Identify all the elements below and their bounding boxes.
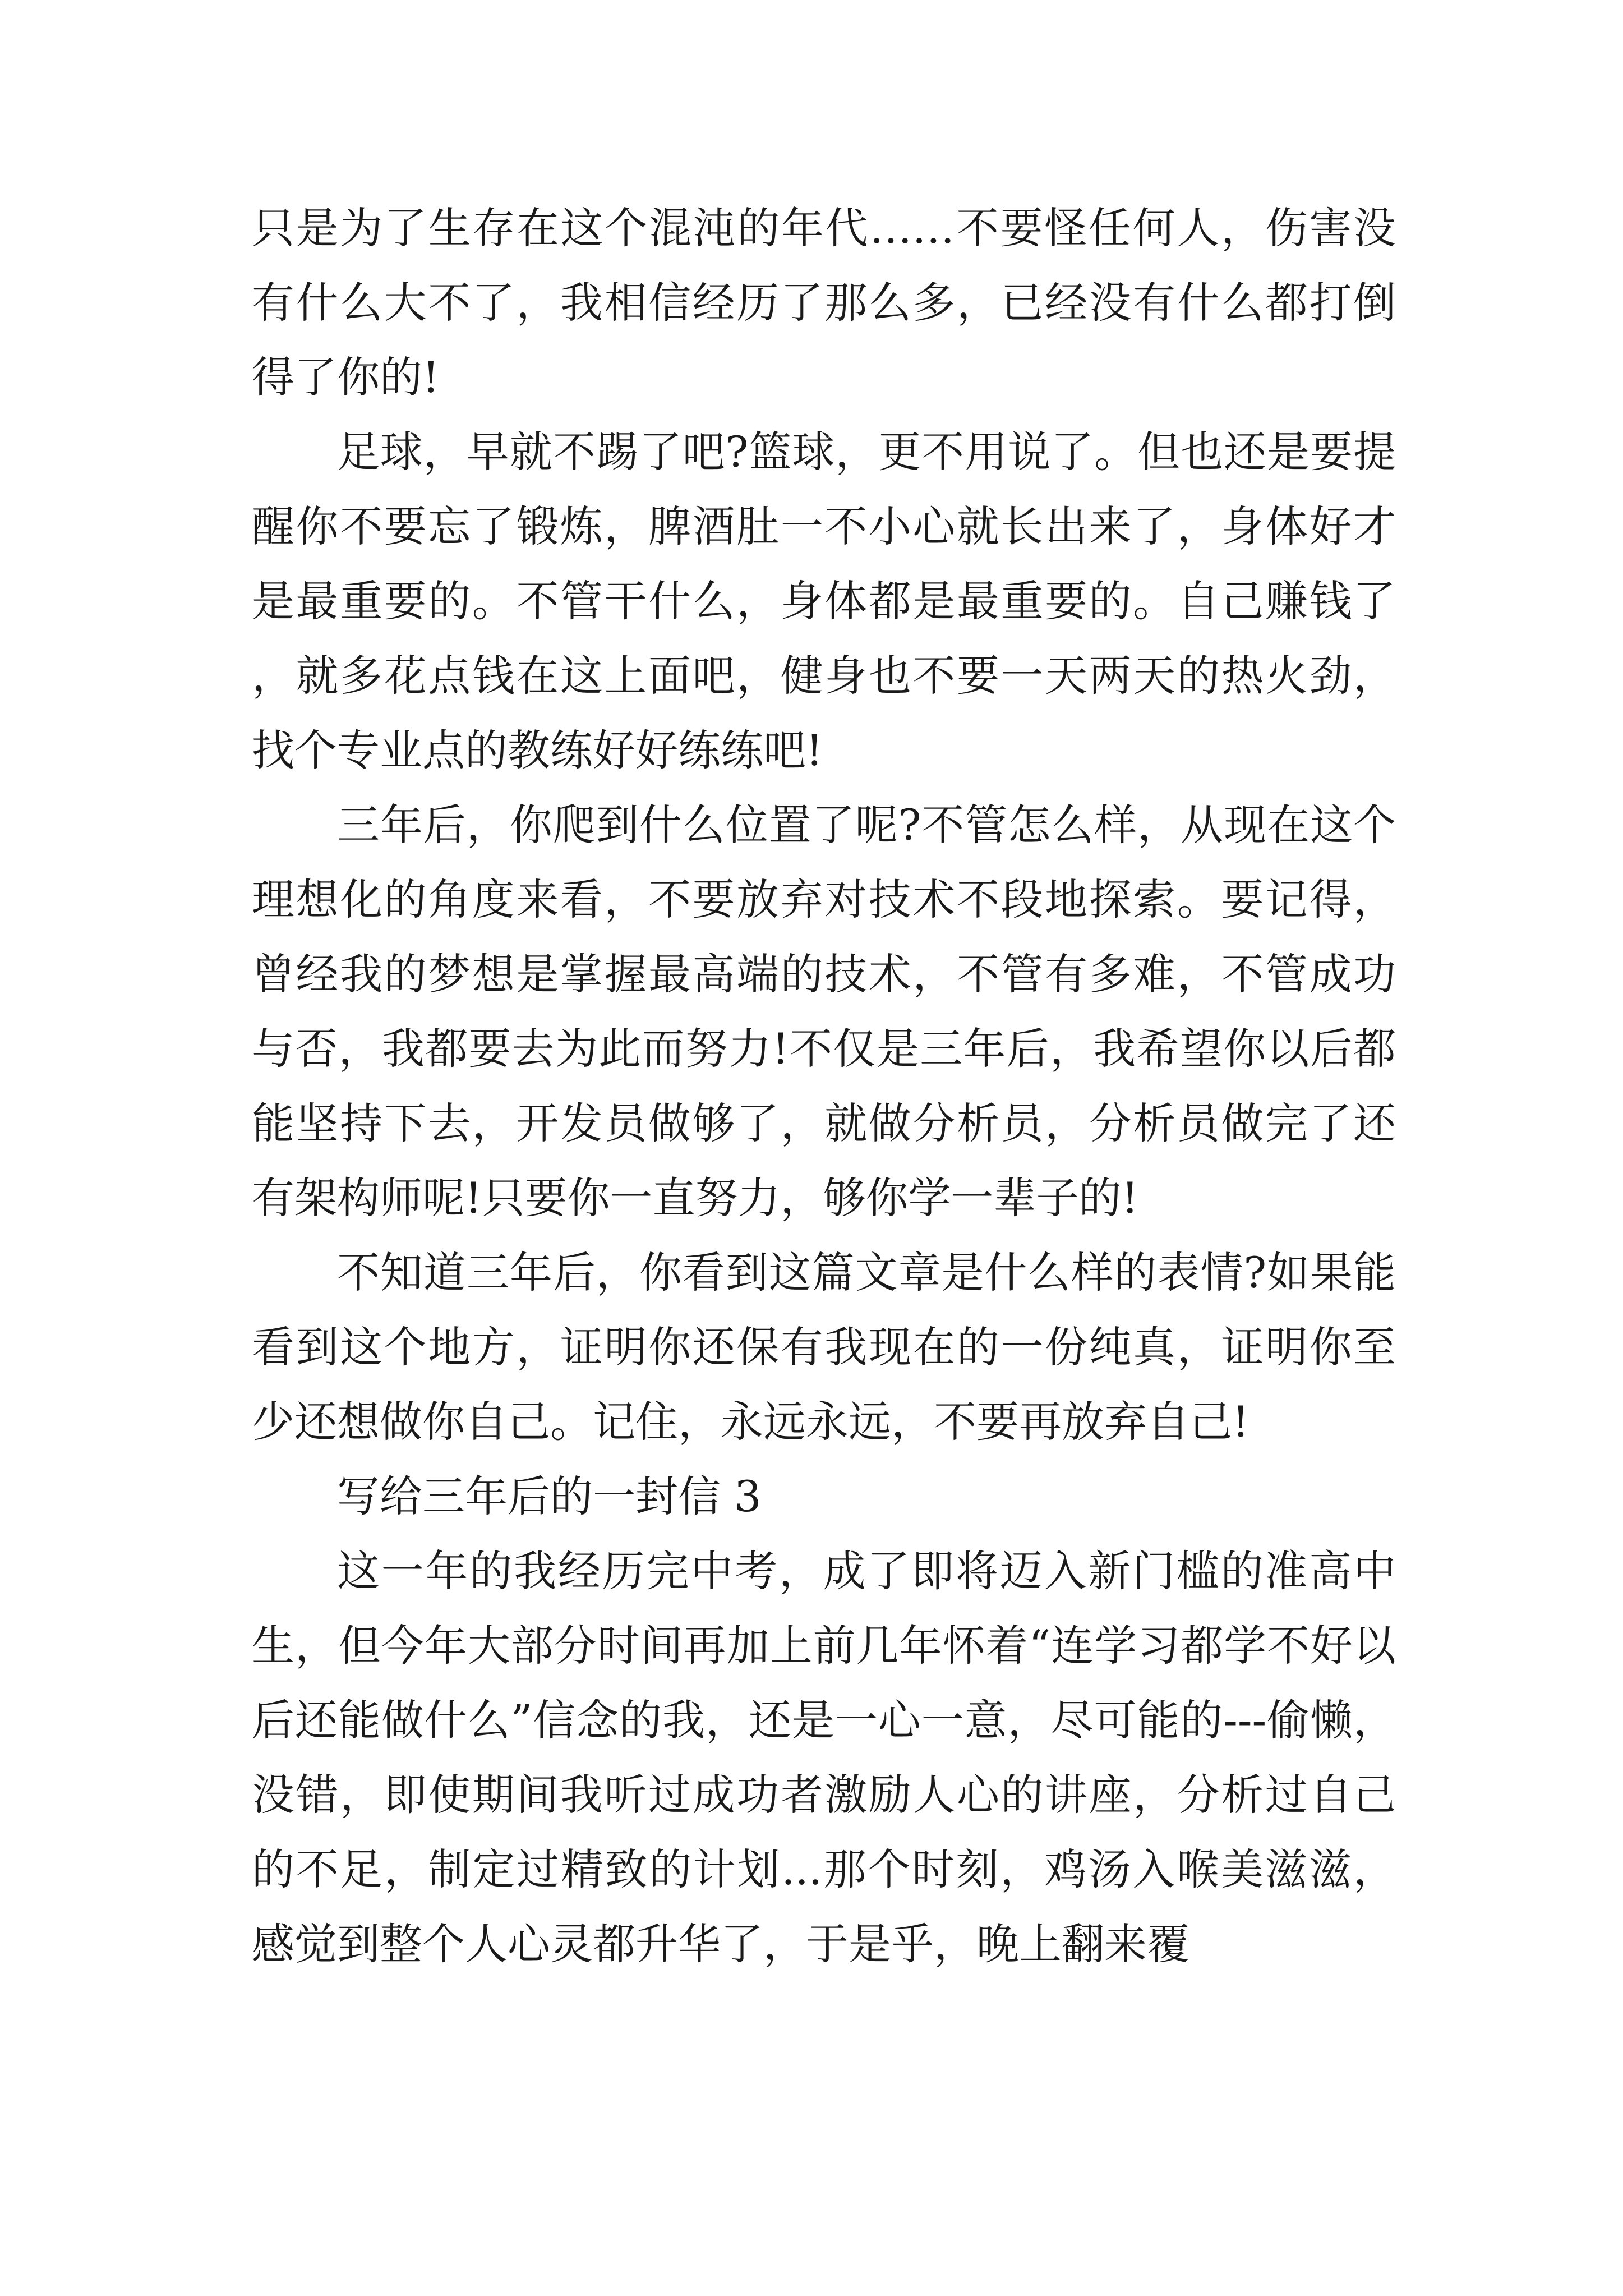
document-body <box>252 191 1396 1981</box>
paragraph: 足球，早就不踢了吧?篮球，更不用说了。但也还是要提醒你不要忘了锻炼，脾酒肚一不小心就长出来了，身体好才是最重要的。不管干什么，身体都是最重要的。自己赚钱了，就多花点钱在这上面吧，健身也不要一天两天的热火劲，找个专业点的教练好好练练吧! <box>252 427 1396 775</box>
paragraph: 只是为了生存在这个混沌的年代……不要怪任何人，伤害没有什么大不了，我相信经历了那么多，已经没有什么都打倒得了你的! <box>252 203 1396 402</box>
paragraph: 这一年的我经历完中考，成了即将迈入新门槛的准高中生，但今年大部分时间再加上前几年怀着“连学习都学不好以后还能做什么”信念的我，还是一心一意，尽可能的---偷懒，没错，即使期间我听过成功者激励人心的讲座，分析过自己的不足，制定过精致的计划...那个时刻，鸡汤入喉美滋滋，感觉到整个人心灵都升华了，于是乎，晚上翻来覆 <box>252 1546 1396 1969</box>
section-heading: 写给三年后的一封信 3 <box>337 1471 762 1521</box>
paragraph: 三年后，你爬到什么位置了呢?不管怎么样，从现在这个理想化的角度来看，不要放弃对技术不段地探索。要记得，曾经我的梦想是掌握最高端的技术，不管有多难，不管成功与否，我都要去为此而努力!不仅是三年后，我希望你以后都能坚持下去，开发员做够了，就做分析员，分析员做完了还有架构师呢!只要你一直努力，够你学一辈子的! <box>252 800 1396 1223</box>
paragraph: 不知道三年后，你看到这篇文章是什么样的表情?如果能看到这个地方，证明你还保有我现在的一份纯真，证明你至少还想做你自己。记住，永远永远，不要再放弃自己! <box>252 1248 1396 1447</box>
